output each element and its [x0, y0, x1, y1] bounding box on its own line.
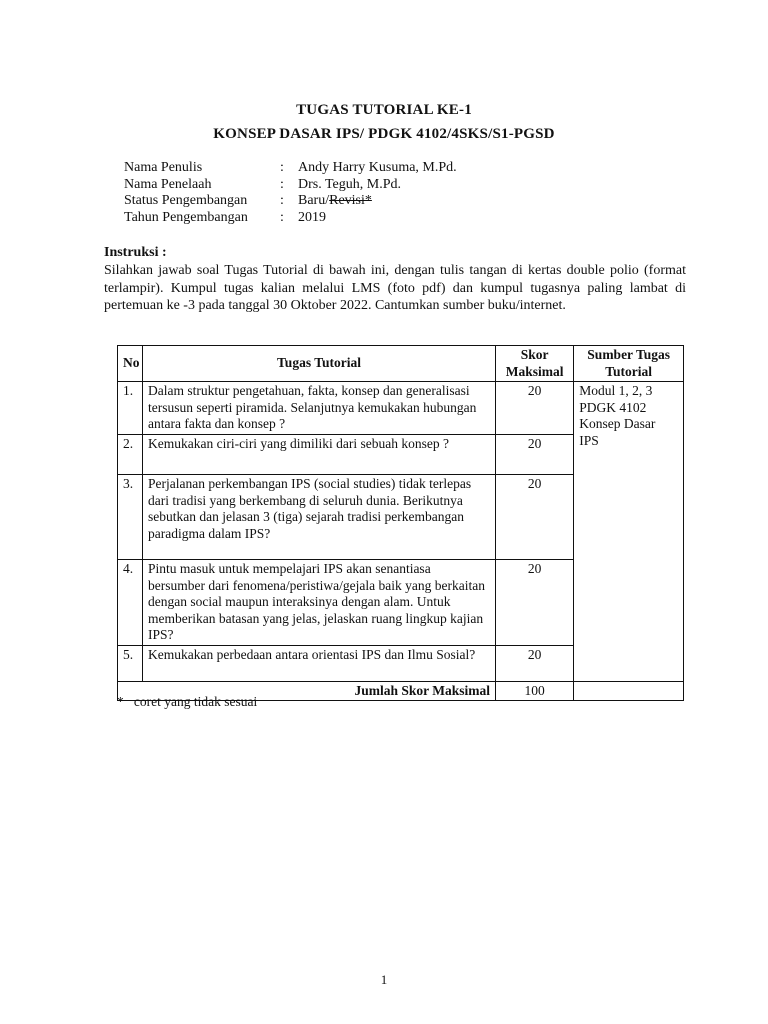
meta-row-year — [124, 210, 457, 227]
instructions-body: Silahkan jawab soal Tugas Tutorial di bawah ini, dengan tulis tangan di kertas double polio (format terlampir). Kumpul tugas kalian melalui LMS (foto pdf) dan kumpul tugasnya paling lambat di pertemuan ke -3 pada tanggal 30 Oktober 2022. Cantumkan sumber buku/internet. — [104, 263, 686, 313]
tasks-table — [117, 345, 684, 701]
row-score: 20 — [496, 475, 574, 560]
meta-colon: : — [280, 209, 284, 225]
meta-label: Nama Penelaah — [124, 176, 212, 192]
meta-row-author — [124, 160, 457, 177]
total-label: Jumlah Skor Maksimal — [118, 681, 496, 701]
document-title: TUGAS TUTORIAL KE-1 — [296, 102, 472, 118]
source-cell: Modul 1, 2, 3 PDGK 4102 Konsep Dasar IPS — [574, 382, 684, 682]
row-task: Dalam struktur pengetahuan, fakta, konsep dan generalisasi tersusun seperti piramida. Selanjutnya kemukakan hubungan antara fakta dan konsep ? — [142, 382, 495, 435]
page-number: 1 — [380, 972, 388, 987]
meta-value: Andy Harry Kusuma, M.Pd. — [298, 160, 457, 175]
footnote: * coret yang tidak sesuai — [117, 694, 258, 709]
meta-value — [298, 193, 372, 210]
status-new: Baru/ — [298, 193, 330, 208]
meta-value: 2019 — [298, 209, 326, 225]
row-score: 20 — [496, 435, 574, 475]
row-task: Pintu masuk untuk mempelajari IPS akan senantiasa bersumber dari fenomena/peristiwa/gejala baik yang berkaitan dengan social maupun interaksinya dengan alam. Untuk memberikan batasan yang jelas, jelaskan ruang lingkup kajian IPS? — [142, 560, 495, 646]
total-value: 100 — [496, 681, 574, 701]
meta-label: Tahun Pengembangan — [124, 209, 248, 225]
table-header-row — [118, 346, 684, 382]
row-number: 4. — [118, 560, 143, 646]
row-score: 20 — [496, 560, 574, 646]
meta-label: Status Pengembangan — [124, 193, 248, 208]
meta-row-reviewer — [124, 177, 457, 194]
total-empty-cell — [574, 681, 684, 701]
header-source: Sumber Tugas Tutorial — [574, 346, 684, 382]
row-score: 20 — [496, 645, 574, 681]
header-task: Tugas Tutorial — [142, 346, 495, 382]
meta-colon: : — [280, 176, 284, 192]
meta-colon: : — [280, 193, 284, 208]
meta-label: Nama Penulis — [124, 160, 203, 175]
row-task: Perjalanan perkembangan IPS (social studies) tidak terlepas dari tradisi yang berkembang di seluruh dunia. Berikutnya sebutkan dan jelasan 3 (tiga) sejarah tradisi perkembangan paradigma dalam IPS? — [142, 475, 495, 560]
row-number: 5. — [118, 645, 143, 681]
row-number: 3. — [118, 475, 143, 560]
document-subtitle: KONSEP DASAR IPS/ PDGK 4102/4SKS/S1-PGSD — [213, 126, 555, 142]
meta-colon: : — [280, 160, 284, 175]
header-score: Skor Maksimal — [496, 346, 574, 382]
meta-value: Drs. Teguh, M.Pd. — [298, 176, 401, 192]
header-no: No — [118, 346, 143, 382]
row-number: 1. — [118, 382, 143, 435]
table-row — [118, 382, 684, 435]
row-number: 2. — [118, 435, 143, 475]
row-task: Kemukakan perbedaan antara orientasi IPS dan Ilmu Sosial? — [142, 645, 495, 681]
metadata-block — [124, 160, 457, 226]
row-task: Kemukakan ciri-ciri yang dimiliki dari sebuah konsep ? — [142, 435, 495, 475]
status-revision-struck: Revisi* — [329, 193, 372, 208]
row-score: 20 — [496, 382, 574, 435]
instructions-heading: Instruksi : — [104, 245, 167, 260]
meta-row-status — [124, 193, 457, 210]
